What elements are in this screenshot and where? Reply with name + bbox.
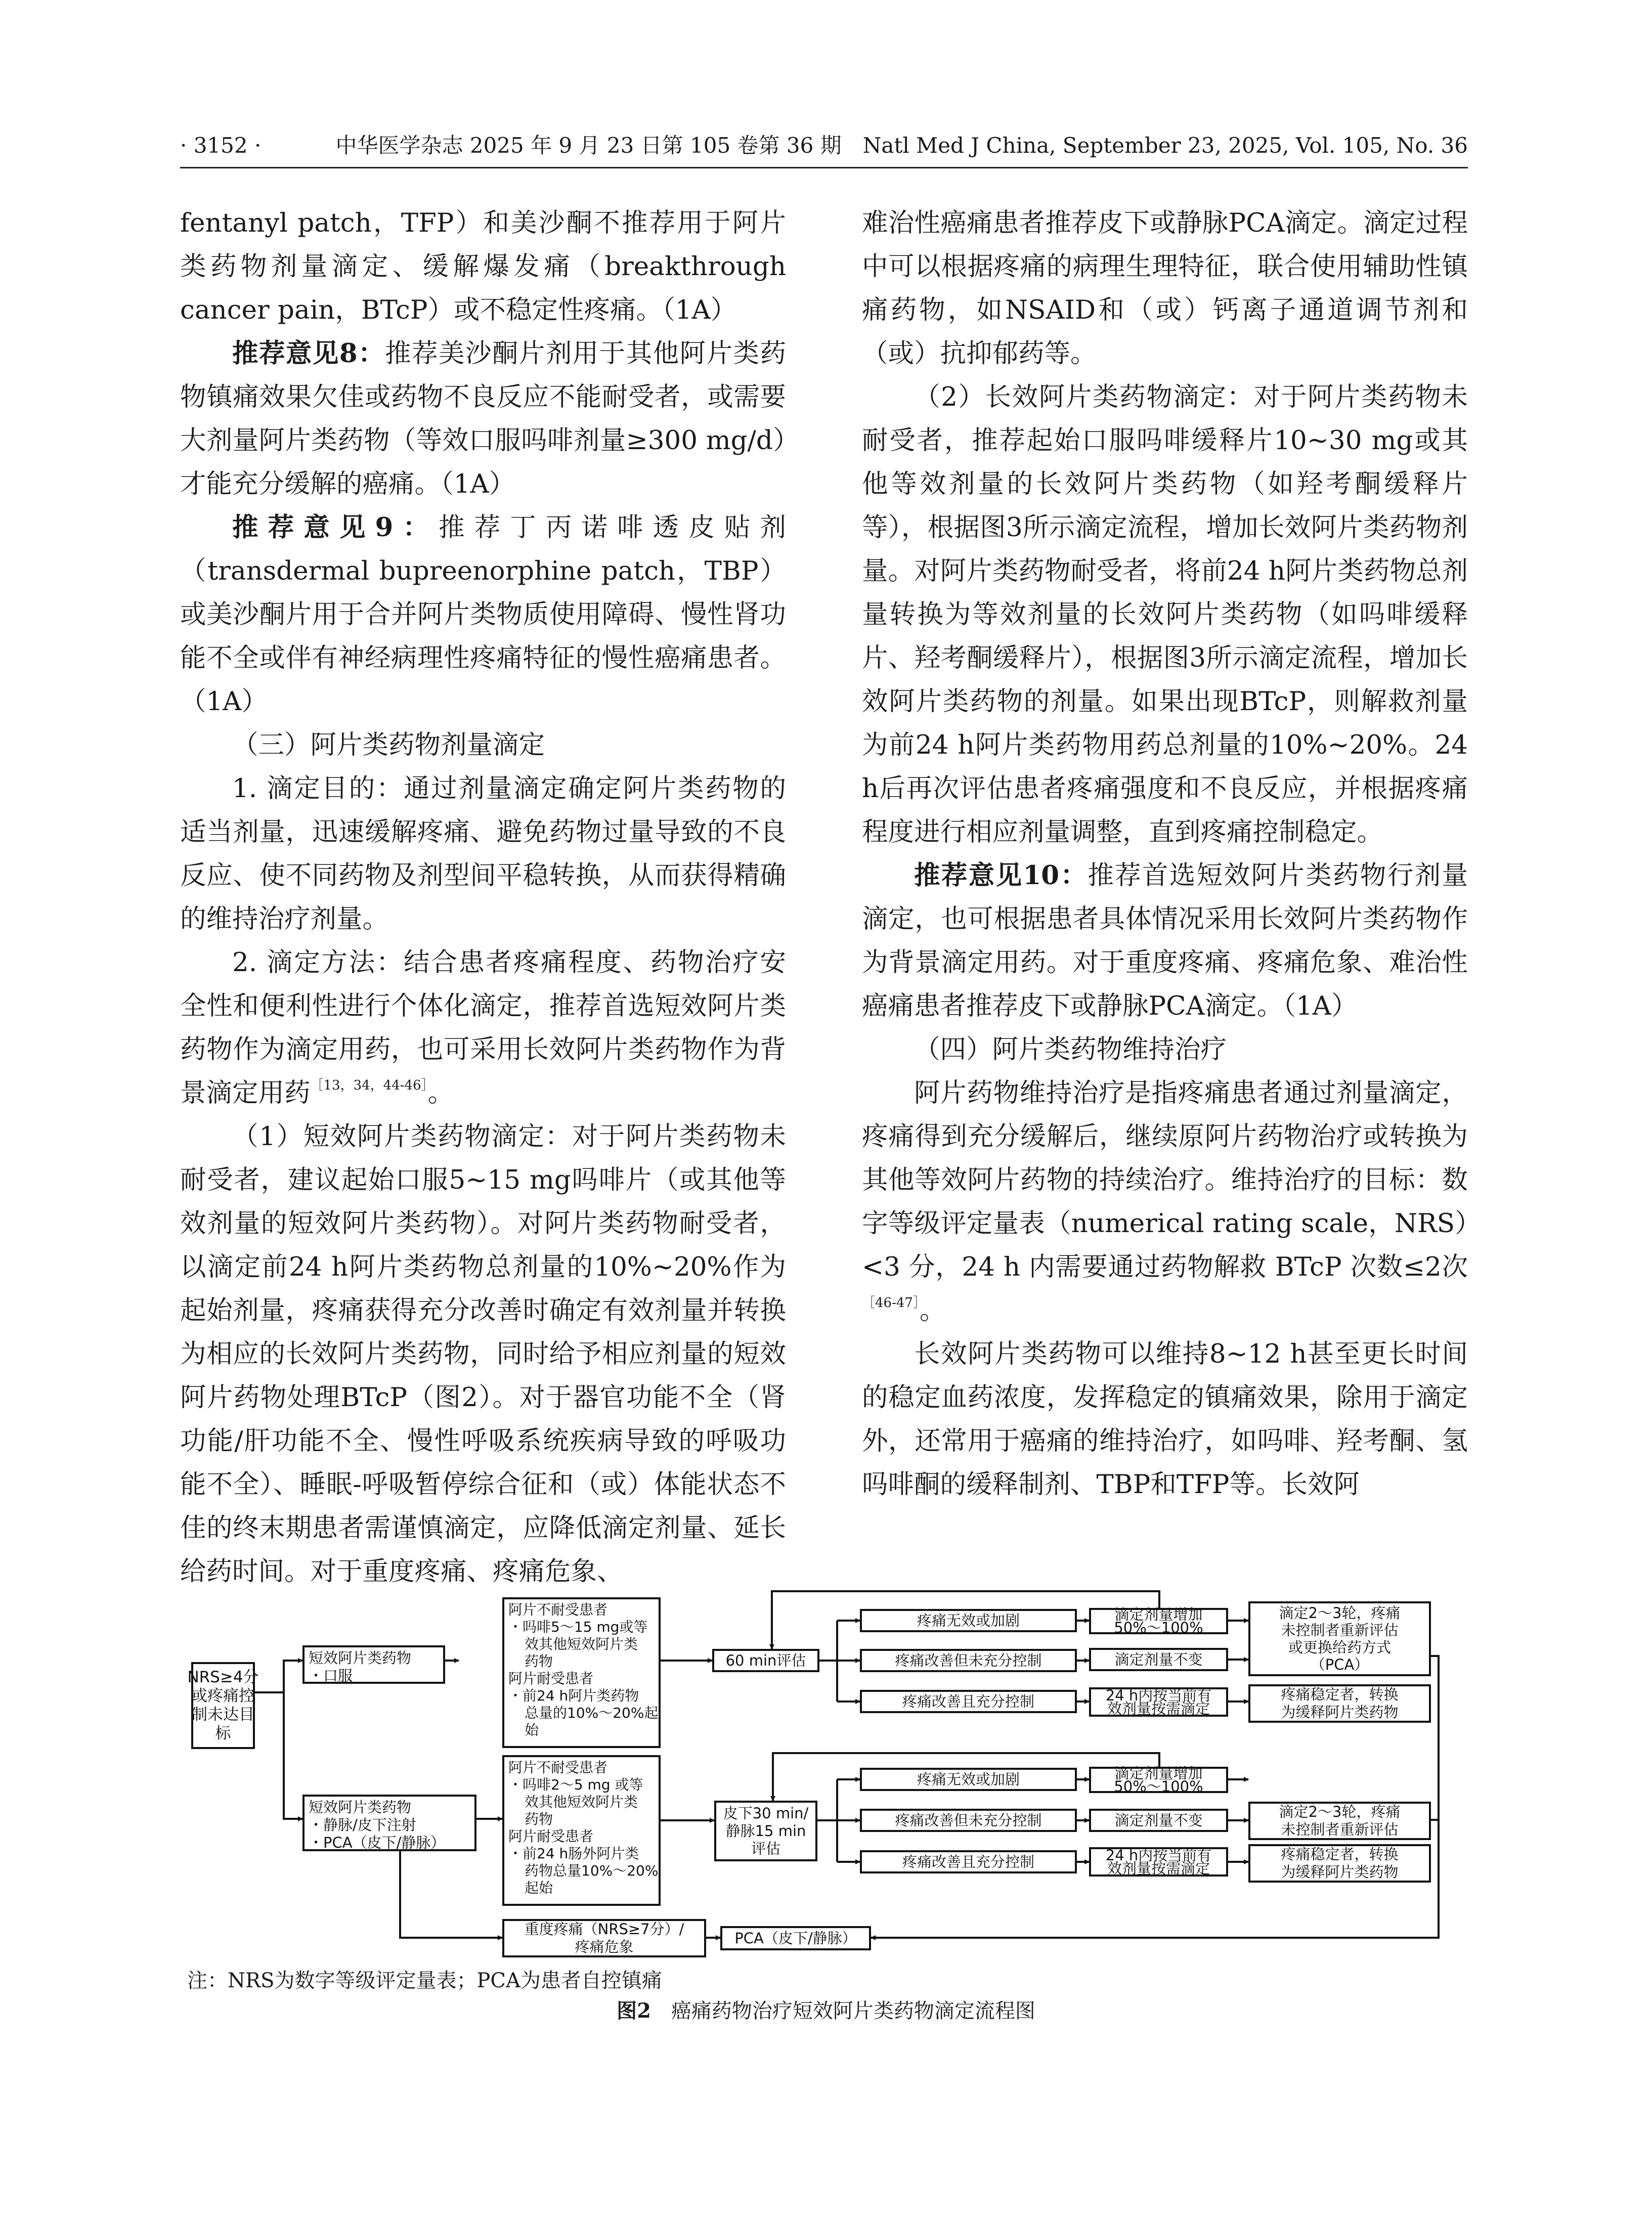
- dose-on-demand-box: [1089, 1687, 1228, 1717]
- page-number: · 3152 ·: [180, 133, 262, 158]
- box-line: 总量的10%～20%起: [525, 1705, 659, 1721]
- box-line: 滴定剂量增加: [1114, 1765, 1203, 1782]
- box-line: 静脉15 min: [725, 1822, 806, 1840]
- box-line: 阿片耐受患者: [508, 1670, 594, 1687]
- maintenance-end: 。: [919, 1295, 946, 1326]
- start-line: 标: [215, 1724, 231, 1742]
- convert-sustained-release-box: [1248, 1684, 1431, 1723]
- box-line: 起始: [525, 1880, 553, 1896]
- box-line: 疼痛稳定者，转换: [1281, 1686, 1399, 1703]
- dose-on-demand-box: [1089, 1847, 1228, 1877]
- maintenance-reference: ［46-47］: [862, 1295, 920, 1311]
- paragraph-tfp: fentanyl patch，TFP）和美沙酮不推荐用于阿片类药物剂量滴定、缓解爆发痛（breakthrough cancer pain，BTcP）或不稳定性疼痛。（1A）: [180, 208, 786, 325]
- result-partial-box: 疼痛改善但未充分控制: [860, 1649, 1077, 1672]
- section-heading-4: （四）阿片类药物维持治疗: [914, 1034, 1227, 1065]
- recommendation-9: [180, 506, 786, 723]
- box-line: ・静脉/皮下注射: [309, 1816, 416, 1834]
- rec9-text: 推荐丁丙诺啡透皮贴剂（transdermal bupreenorphine patch，TBP）或美沙酮片用于合并阿片类物质使用障碍、慢性肾功能不全或伴有神经病理性疼痛特征的慢性癌痛患者。（1A）: [180, 512, 786, 717]
- rec8-text: 推荐美沙酮片剂用于其他阿片类药物镇痛效果欠佳或药物不良反应不能耐受者，或需要大剂量阿片类药物（等效口服吗啡剂量≥300 mg/d）才能充分缓解的癌痛。（1A）: [180, 338, 786, 499]
- box-line: 阿片不耐受患者: [508, 1759, 608, 1776]
- box-line: 24 h内按当前有: [1105, 1687, 1212, 1704]
- caption-text: 癌痛药物治疗短效阿片类药物滴定流程图: [650, 1999, 1035, 2023]
- dose-unchanged-box: 滴定剂量不变: [1089, 1809, 1228, 1832]
- method-reference: ［13，34，44-46］: [310, 1078, 428, 1093]
- journal-citation: 中华医学杂志 2025 年 9 月 23 日第 105 卷第 36 期 Natl Med J China, September 23, 2025, Vol. 105, No. 36: [335, 133, 1468, 158]
- method-end: 。: [427, 1078, 454, 1108]
- right-column: [862, 201, 1468, 1506]
- paragraph-goal: 1. 滴定目的：通过剂量滴定确定阿片类药物的适当剂量，迅速缓解疼痛、避免药物过量导致的不良反应、使不同药物及剂型间平稳转换，从而获得精确的维持治疗剂量。: [180, 773, 786, 934]
- box-line: 滴定2～3轮，疼痛: [1279, 1803, 1401, 1820]
- box-line: 阿片不耐受患者: [508, 1601, 608, 1618]
- result-partial-box: 疼痛改善但未充分控制: [860, 1809, 1077, 1832]
- box-line: 药物: [525, 1653, 553, 1670]
- box-line: 滴定剂量增加: [1114, 1606, 1203, 1623]
- paragraph-short-acting: （1）短效阿片类药物滴定：对于阿片类药物未耐受者，建议起始口服5~15 mg吗啡片（或其他等效剂量的短效阿片类药物）。对阿片类药物耐受者，以滴定前24 h阿片类药物总剂量的10%~20%作为起始剂量，疼痛获得充分改善时确定有效剂量并转换为相应的长效阿片类药物，同时给予相应剂量的短效阿片药物处理BTcP（图2）。对于器官功能不全（肾功能/肝功能不全、慢性呼吸系统疾病导致的呼吸功能不全）、睡眠-呼吸暂停综合征和（或）体能状态不佳的终末期患者需谨慎滴定，应降低滴定剂量、延长给药时间。对于重度疼痛、疼痛危象、: [180, 1121, 786, 1587]
- rec8-label: 推荐意见8：: [232, 338, 385, 369]
- rec9-label: 推荐意见9：: [232, 512, 439, 543]
- recommendation-10: [862, 854, 1468, 1028]
- oral-short-acting-box: [302, 1645, 445, 1684]
- box-line: ・PCA（皮下/静脉）: [309, 1834, 446, 1851]
- box-line: 24 h内按当前有: [1105, 1847, 1212, 1864]
- pca-box: PCA（皮下/静脉）: [720, 1926, 871, 1950]
- box-line: 效剂量按需滴定: [1107, 1700, 1210, 1717]
- box-line: 评估: [751, 1840, 780, 1857]
- box-line: 疼痛危象: [575, 1938, 634, 1955]
- start-box: [187, 1662, 259, 1749]
- box-line: ・前24 h阿片类药物: [508, 1687, 639, 1704]
- result-controlled-box: 疼痛改善且充分控制: [860, 1690, 1077, 1713]
- box-line: 皮下30 min/: [723, 1804, 809, 1822]
- box-line: 50%～100%: [1114, 1778, 1203, 1795]
- dose-unchanged-box: 滴定剂量不变: [1089, 1648, 1228, 1671]
- severe-pain-box: [502, 1919, 706, 1957]
- maintenance-text: 阿片药物维持治疗是指疼痛患者通过剂量滴定，疼痛得到充分缓解后，继续原阿片药物治疗或转换为其他等效阿片药物的持续治疗。维持治疗的目标：数字等级评定量表（numerical rating scale，NRS）<3 分，24 h 内需要通过药物解救 BTcP 次数≤2次: [862, 1078, 1468, 1282]
- result-worse-box: 疼痛无效或加剧: [860, 1609, 1077, 1632]
- box-line: （PCA）: [1310, 1656, 1369, 1673]
- box-line: 药物: [525, 1811, 553, 1827]
- box-line: 50%～100%: [1114, 1619, 1203, 1636]
- rec10-label: 推荐意见10：: [914, 860, 1088, 891]
- iv-dose-box: [502, 1755, 661, 1906]
- box-line: 未控制者重新评估: [1281, 1821, 1399, 1838]
- oral-dose-box: [502, 1597, 661, 1748]
- start-line: NRS≥4分: [187, 1668, 259, 1686]
- box-line: ・吗啡5～15 mg或等: [508, 1619, 648, 1635]
- result-worse-box: 疼痛无效或加剧: [860, 1768, 1077, 1791]
- box-line: 为缓释阿片类药物: [1281, 1863, 1399, 1881]
- convert-sustained-release-box: [1248, 1844, 1431, 1883]
- box-line: 效其他短效阿片类: [525, 1794, 638, 1810]
- section-heading-3: （三）阿片类药物剂量滴定: [232, 730, 545, 760]
- start-line: 制未达目: [192, 1706, 254, 1724]
- header-rule: [180, 167, 1468, 168]
- recommendation-8: [180, 332, 786, 506]
- box-line: 重度疼痛（NRS≥7分）/: [524, 1921, 684, 1938]
- iv-short-acting-box: [302, 1795, 476, 1851]
- box-line: ・吗啡2～5 mg 或等: [508, 1776, 643, 1793]
- method-text: 2. 滴定方法：结合患者疼痛程度、药物治疗安全性和便利性进行个体化滴定，推荐首选短效阿片类药物作为滴定用药，也可采用长效阿片类药物作为背景滴定用药: [180, 947, 786, 1108]
- dose-increase-box: [1089, 1767, 1228, 1793]
- paragraph-continued: 难治性癌痛患者推荐皮下或静脉PCA滴定。滴定过程中可以根据疼痛的病理生理特征，联合使用辅助性镇痛药物，如NSAID和（或）钙离子通道调节剂和（或）抗抑郁药等。: [862, 208, 1468, 369]
- rec10-text: 推荐首选短效阿片类药物行剂量滴定，也可根据患者具体情况采用长效阿片类药物作为背景滴定用药。对于重度疼痛、疼痛危象、难治性癌痛患者推荐皮下或静脉PCA滴定。（1A）: [862, 860, 1468, 1021]
- paragraph-long-acting: （2）长效阿片类药物滴定：对于阿片类药物未耐受者，推荐起始口服吗啡缓释片10~30 mg或其他等效剂量的长效阿片类药物（如羟考酮缓释片等），根据图3所示滴定流程，增加长效阿片类药物剂量。对阿片类药物耐受者，将前24 h阿片类药物总剂量转换为等效剂量的长效阿片类药物（如吗啡缓释片、羟考酮缓释片），根据图3所示滴定流程，增加长效阿片类药物的剂量。如果出现BTcP，则解救剂量为前24 h阿片类药物用药总剂量的10%~20%。24 h后再次评估患者疼痛强度和不良反应，并根据疼痛程度进行相应剂量调整，直到疼痛控制稳定。: [862, 382, 1468, 847]
- evaluation-iv-box: [714, 1801, 817, 1861]
- figure-note: 注：NRS为数字等级评定量表；PCA为患者自控镇痛: [187, 1969, 662, 1992]
- box-line: 未控制者重新评估: [1281, 1622, 1399, 1639]
- box-line: 药物总量10%～20%: [525, 1862, 659, 1879]
- flowchart-figure: [180, 1548, 1468, 1956]
- caption-number: 图2: [617, 1999, 651, 2023]
- paragraph-maintenance: [862, 1071, 1468, 1332]
- evaluation-oral-box: 60 min评估: [712, 1649, 819, 1672]
- box-line: ・前24 h肠外阿片类: [508, 1845, 639, 1862]
- paragraph-method: [180, 941, 786, 1115]
- box-line: 始: [525, 1722, 539, 1738]
- box-line: 或更换给药方式: [1288, 1639, 1391, 1656]
- box-line: 阿片耐受患者: [508, 1828, 594, 1845]
- paragraph-long-acting-maintenance: 长效阿片类药物可以维持8~12 h甚至更长时间的稳定血药浓度，发挥稳定的镇痛效果，除用于滴定外，还常用于癌痛的维持治疗，如吗啡、羟考酮、氢吗啡酮的缓释制剂、TBP和TFP等。长效阿: [862, 1339, 1468, 1500]
- reassess-box: [1248, 1802, 1431, 1840]
- box-line: 效其他短效阿片类: [525, 1636, 638, 1652]
- box-line: ・口服: [309, 1667, 353, 1684]
- dose-increase-box: [1089, 1608, 1228, 1634]
- box-line: 滴定2～3轮，疼痛: [1279, 1604, 1401, 1622]
- left-column: [180, 201, 786, 1593]
- box-line: 短效阿片类药物: [309, 1649, 412, 1667]
- box-line: 疼痛稳定者，转换: [1281, 1846, 1399, 1863]
- box-line: 效剂量按需滴定: [1107, 1860, 1210, 1877]
- reassess-box: [1248, 1601, 1431, 1676]
- box-line: 为缓释阿片类药物: [1281, 1704, 1399, 1721]
- start-line: 或疼痛控: [192, 1687, 254, 1705]
- figure-caption: [0, 1998, 1652, 2024]
- box-line: 短效阿片类药物: [309, 1799, 412, 1816]
- result-controlled-box: 疼痛改善且充分控制: [860, 1850, 1077, 1873]
